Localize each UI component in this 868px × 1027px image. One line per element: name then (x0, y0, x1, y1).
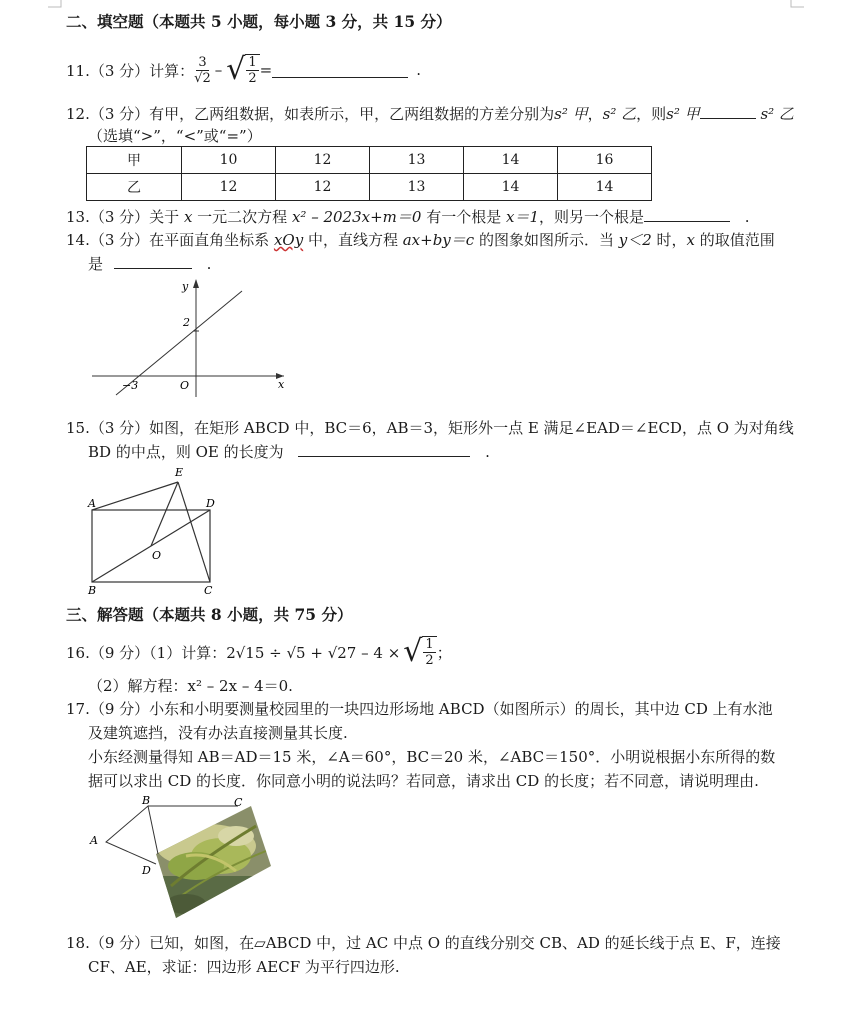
variance-symbol: s² 乙 (602, 105, 637, 123)
table-cell: 12 (276, 147, 370, 174)
table-cell: 14 (464, 174, 558, 201)
fraction (246, 55, 258, 86)
radical-sign: √ (226, 52, 246, 87)
equation: x＝1 (505, 208, 539, 226)
question-12-hint: （选填“>”，“<”或“=”） (88, 127, 262, 145)
page-corner-mark (48, 0, 62, 8)
table-cell: 13 (370, 147, 464, 174)
table-row (87, 147, 652, 174)
segment-ae (92, 482, 178, 510)
question-14-line2 (88, 253, 211, 274)
question-17: 17.（9 分）小东和小明要测量校园里的一块四边形场地 ABCD（如图所示）的周长，其中边 CD 上有水池 (66, 700, 773, 718)
coordinate-graph (88, 275, 288, 400)
variance-symbol: s² 乙 (760, 105, 794, 123)
numerator: 1 (425, 637, 434, 652)
operator: – (214, 61, 223, 79)
question-text: 是 (88, 255, 104, 273)
period: . (416, 61, 421, 79)
question-text: BD 的中点，则 OE 的长度为 (88, 443, 284, 461)
row-label: 乙 (87, 174, 182, 201)
tick-label: 2 (183, 316, 190, 329)
answer-blank[interactable] (114, 253, 192, 269)
table-cell: 13 (370, 174, 464, 201)
y-axis-label: y (182, 280, 189, 293)
question-text: 11.（3 分）计算： (66, 61, 195, 80)
numerator: 1 (248, 55, 257, 70)
page-corner-mark (790, 0, 804, 8)
question-15: 15.（3 分）如图，在矩形 ABCD 中，BC＝6，AB＝3，矩形外一点 E 满足∠EAD＝∠ECD，点 O 为对角线 (66, 419, 794, 437)
denominator: √2 (194, 70, 211, 86)
question-16-part2: （2）解方程：x² – 2x – 4＝0. (88, 677, 293, 695)
coordinate-system: xOy (273, 231, 304, 249)
segment-eo (151, 482, 178, 546)
denominator: 2 (425, 653, 434, 668)
rectangle-figure (84, 462, 224, 598)
question-text: ，则 (636, 105, 667, 123)
variance-symbol: s² 甲 (554, 105, 588, 123)
question-text: 一元二次方程 (192, 208, 292, 226)
equation: y＜2 (618, 231, 652, 249)
equation: ax+by＝c (402, 231, 475, 249)
answer-blank[interactable] (700, 103, 756, 119)
quadrilateral-outline (106, 806, 158, 864)
table-cell: 14 (558, 174, 652, 201)
period: . (744, 208, 750, 226)
question-text: 有一个根是 (421, 208, 506, 226)
question-16 (66, 634, 452, 670)
variable: x (183, 208, 193, 226)
question-text: 14.（3 分）在平面直角坐标系 (66, 231, 274, 249)
table-cell: 12 (182, 174, 276, 201)
question-15-line2 (88, 441, 490, 462)
question-text: 的图象如图所示．当 (474, 231, 619, 249)
answer-blank[interactable] (298, 441, 470, 457)
period: . (206, 255, 212, 273)
point-label: E (175, 466, 184, 479)
radicand (245, 54, 259, 86)
origin-label: O (180, 379, 190, 392)
field-figure (86, 796, 276, 920)
table-cell: 14 (464, 147, 558, 174)
period: . (485, 443, 490, 461)
question-18: 18.（9 分）已知，如图，在▱ABCD 中，过 AC 中点 O 的直线分别交 CB、AD 的延长线于点 E、F，连接 (66, 934, 781, 952)
question-18-line2: CF、AE，求证：四边形 AECF 为平行四边形. (88, 958, 400, 976)
table-row (87, 174, 652, 201)
answer-blank[interactable] (644, 206, 730, 222)
numerator: 3 (198, 54, 207, 70)
denominator: 2 (248, 71, 257, 86)
fraction (194, 55, 211, 86)
point-label: B (142, 796, 151, 807)
question-17-line3: 小东经测量得知 AB＝AD＝15 米，∠A＝60°，BC＝20 米，∠ABC＝150°．小明说根据小东所得的数 (88, 748, 776, 766)
point-label: B (88, 584, 97, 597)
table-cell: 12 (276, 174, 370, 201)
point-label: D (206, 497, 215, 510)
point-label: D (142, 864, 151, 877)
question-text: 中，直线方程 (303, 231, 403, 249)
question-14 (66, 229, 775, 250)
question-13 (66, 206, 750, 227)
tick-label: −3 (122, 379, 139, 392)
radicand (422, 636, 436, 668)
punctuation: ， (587, 105, 603, 123)
y-axis-arrow (193, 279, 199, 288)
table-cell: 16 (558, 147, 652, 174)
question-11 (66, 52, 421, 88)
question-17-line2: 及建筑遮挡，没有办法直接测量其长度. (88, 724, 348, 742)
operator: = (259, 61, 273, 79)
point-label: A (88, 497, 96, 510)
fraction (423, 637, 435, 668)
point-label: O (152, 549, 162, 562)
punctuation: ； (436, 643, 452, 662)
section-heading: 二、填空题（本题共 5 小题，每小题 3 分，共 15 分） (66, 12, 452, 31)
x-axis-label: x (278, 378, 285, 391)
point-label: C (234, 796, 243, 809)
question-12 (66, 103, 794, 124)
section-heading: 三、解答题（本题共 8 小题，共 75 分） (66, 605, 353, 624)
point-label: A (90, 834, 98, 847)
radical-sign: √ (403, 634, 423, 669)
question-text: 13.（3 分）关于 (66, 208, 184, 226)
table-cell: 10 (182, 147, 276, 174)
question-17-line4: 据可以求出 CD 的长度．你同意小明的说法吗？若同意，请求出 CD 的长度；若不同意，请说明理由. (88, 772, 759, 790)
question-text: 12.（3 分）有甲，乙两组数据，如表所示，甲，乙两组数据的方差分别为 (66, 105, 555, 123)
row-label: 甲 (87, 147, 182, 174)
variance-symbol: s² 甲 (666, 105, 700, 123)
equation: x² – 2023x+m＝0 (291, 208, 422, 226)
question-text: 16.（9 分）（1）计算：2√15 ÷ √5 + √27 – 4 × (66, 643, 401, 662)
question-text: 的取值范围 (695, 231, 775, 249)
variable: x (686, 231, 695, 249)
question-text: 时， (651, 231, 687, 249)
answer-blank[interactable] (272, 62, 408, 78)
data-table (86, 146, 652, 201)
question-text: ，则另一个根是 (539, 208, 645, 226)
point-label: C (204, 584, 213, 597)
